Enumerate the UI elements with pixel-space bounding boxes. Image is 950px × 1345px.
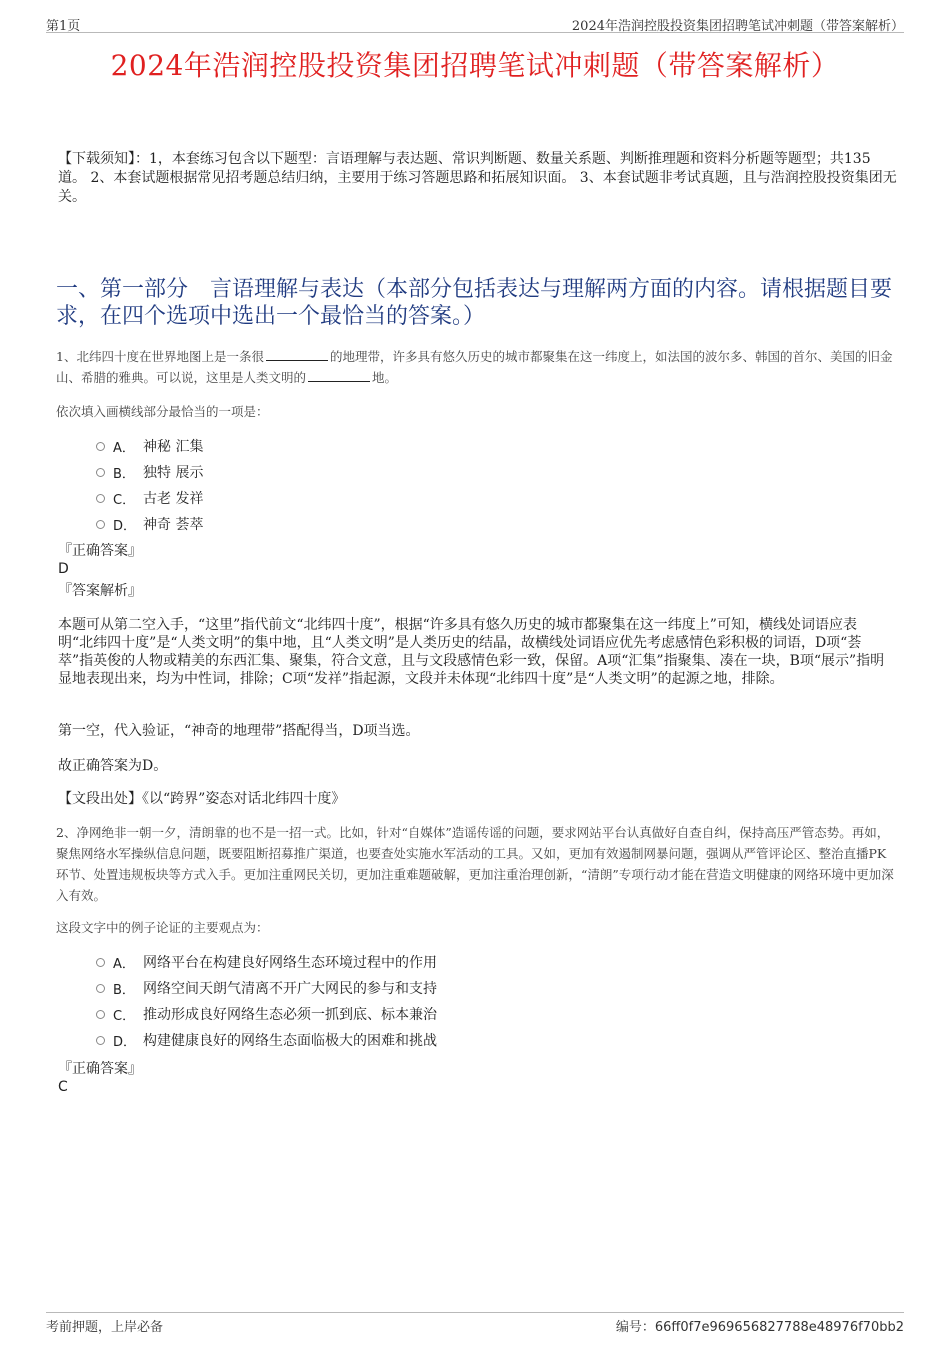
fill-blank-2 [308,369,370,382]
question-2-prompt: 这段文字中的例子论证的主要观点为： [56,920,269,935]
radio-icon[interactable] [96,468,105,477]
page-footer [46,1312,904,1333]
download-notice: 【下载须知】：1，本套练习包含以下题型：言语理解与表达题、常识判断题、数量关系题、判断推理题和资料分析题等题型；共135道。 2、本套试题根据常见招考题总结归纳，主要用于练习答题思路和拓展知识面。 3、本套试题非考试真题，且与浩润控股投资集团无关。 [58,151,897,205]
answer-label: 『正确答案』 [58,1061,142,1077]
page-header [46,12,904,33]
option-d[interactable]: D． 构建健康良好的网络生态面临极大的困难和挑战 [96,1027,796,1053]
radio-icon[interactable] [96,984,105,993]
question-1-stem [56,346,896,388]
document-id: 编号：66ff0f7e969656827788e48976f70bb2 [615,1320,904,1335]
question-1-prompt: 依次填入画横线部分最恰当的一项是： [56,404,269,419]
passage-source: 【文段出处】《以“跨界”姿态对话北纬四十度》 [58,791,346,807]
section-heading: 一、第一部分 言语理解与表达（本部分包括表达与理解两方面的内容。请根据题目要求，在四个选项中选出一个最恰当的答案。） [56,277,893,329]
q1-stem-part-a: 1、北纬四十度在世界地图上是一条很 [56,349,264,364]
document-title: 2024年浩润控股投资集团招聘笔试冲刺题（带答案解析） [110,49,840,82]
page-number-label: 第1页 [46,19,81,34]
radio-icon[interactable] [96,442,105,451]
radio-icon[interactable] [96,520,105,529]
radio-icon[interactable] [96,1036,105,1045]
question-2-stem: 2、净网绝非一朝一夕，清朗靠的也不是一招一式。比如，针对“自媒体”造谣传谣的问题，要求网站平台认真做好自查自纠，保持高压严管态势。再如，聚焦网络水军操纵信息问题，既要阻断招募推广渠道，也要查处实施水军活动的工具。又如，更加有效遏制网暴问题，强调从严管评论区、整治直播PK环节、处置违规板块等方式入手。更加注重网民关切，更加注重难题破解，更加注重治理创新，“清朗”专项行动才能在营造文明健康的网络环境中更加深入有效。 [56,825,894,903]
analysis-paragraph: 本题可从第二空入手，“这里”指代前文“北纬四十度”，根据“许多具有悠久历史的城市都聚集在这一纬度上”可知，横线处词语应表明“北纬四十度”是“人类文明”的集中地，且“人类文明”是人类历史的结晶，故横线处词语应优先考虑感情色彩积极的词语，D项“荟萃”指英俊的人物或精美的东西汇集、聚集，符合文意，且与文段感情色彩一致，保留。A项“汇集”指聚集、凑在一块，B项“展示”指明显地表现出来，均为中性词，排除；C项“发祥”指起源，文段并未体现“北纬四十度”是“人类文明”的起源之地，排除。 [58,617,885,687]
analysis-conclusion: 故正确答案为D。 [58,758,168,774]
radio-icon[interactable] [96,494,105,503]
option-c[interactable]: C． 推动形成良好网络生态必须一抓到底、标本兼治 [96,1001,796,1027]
analysis-paragraph: 第一空，代入验证，“神奇的地理带”搭配得当，D项当选。 [58,723,420,739]
option-b[interactable]: B． 网络空间天朗气清离不开广大网民的参与和支持 [96,975,796,1001]
option-a[interactable]: A． 网络平台在构建良好网络生态环境过程中的作用 [96,949,796,975]
question-1-options [96,433,796,537]
radio-icon[interactable] [96,1010,105,1019]
option-b[interactable]: B． 独特 展示 [96,459,796,485]
correct-answer: C [58,1079,68,1095]
q1-stem-part-c: 地。 [372,370,398,385]
option-d[interactable]: D． 神奇 荟萃 [96,511,796,537]
header-doc-title: 2024年浩润控股投资集团招聘笔试冲刺题（带答案解析） [571,19,904,34]
option-c[interactable]: C． 古老 发祥 [96,485,796,511]
q1-stem-part-b: 的地理带，许多具有悠久历史的城市都聚集在这一纬度上，如法国的波尔多、韩国的首尔、美国的旧金山、希腊的雅典。可以说，这里是人类文明的 [56,349,893,385]
option-a[interactable]: A． 神秘 汇集 [96,433,796,459]
answer-label: 『正确答案』 [58,543,142,559]
question-2-options [96,949,796,1053]
footer-slogan: 考前押题，上岸必备 [46,1320,164,1335]
correct-answer: D [58,561,69,577]
fill-blank-1 [266,348,328,361]
radio-icon[interactable] [96,958,105,967]
analysis-label: 『答案解析』 [58,583,142,599]
